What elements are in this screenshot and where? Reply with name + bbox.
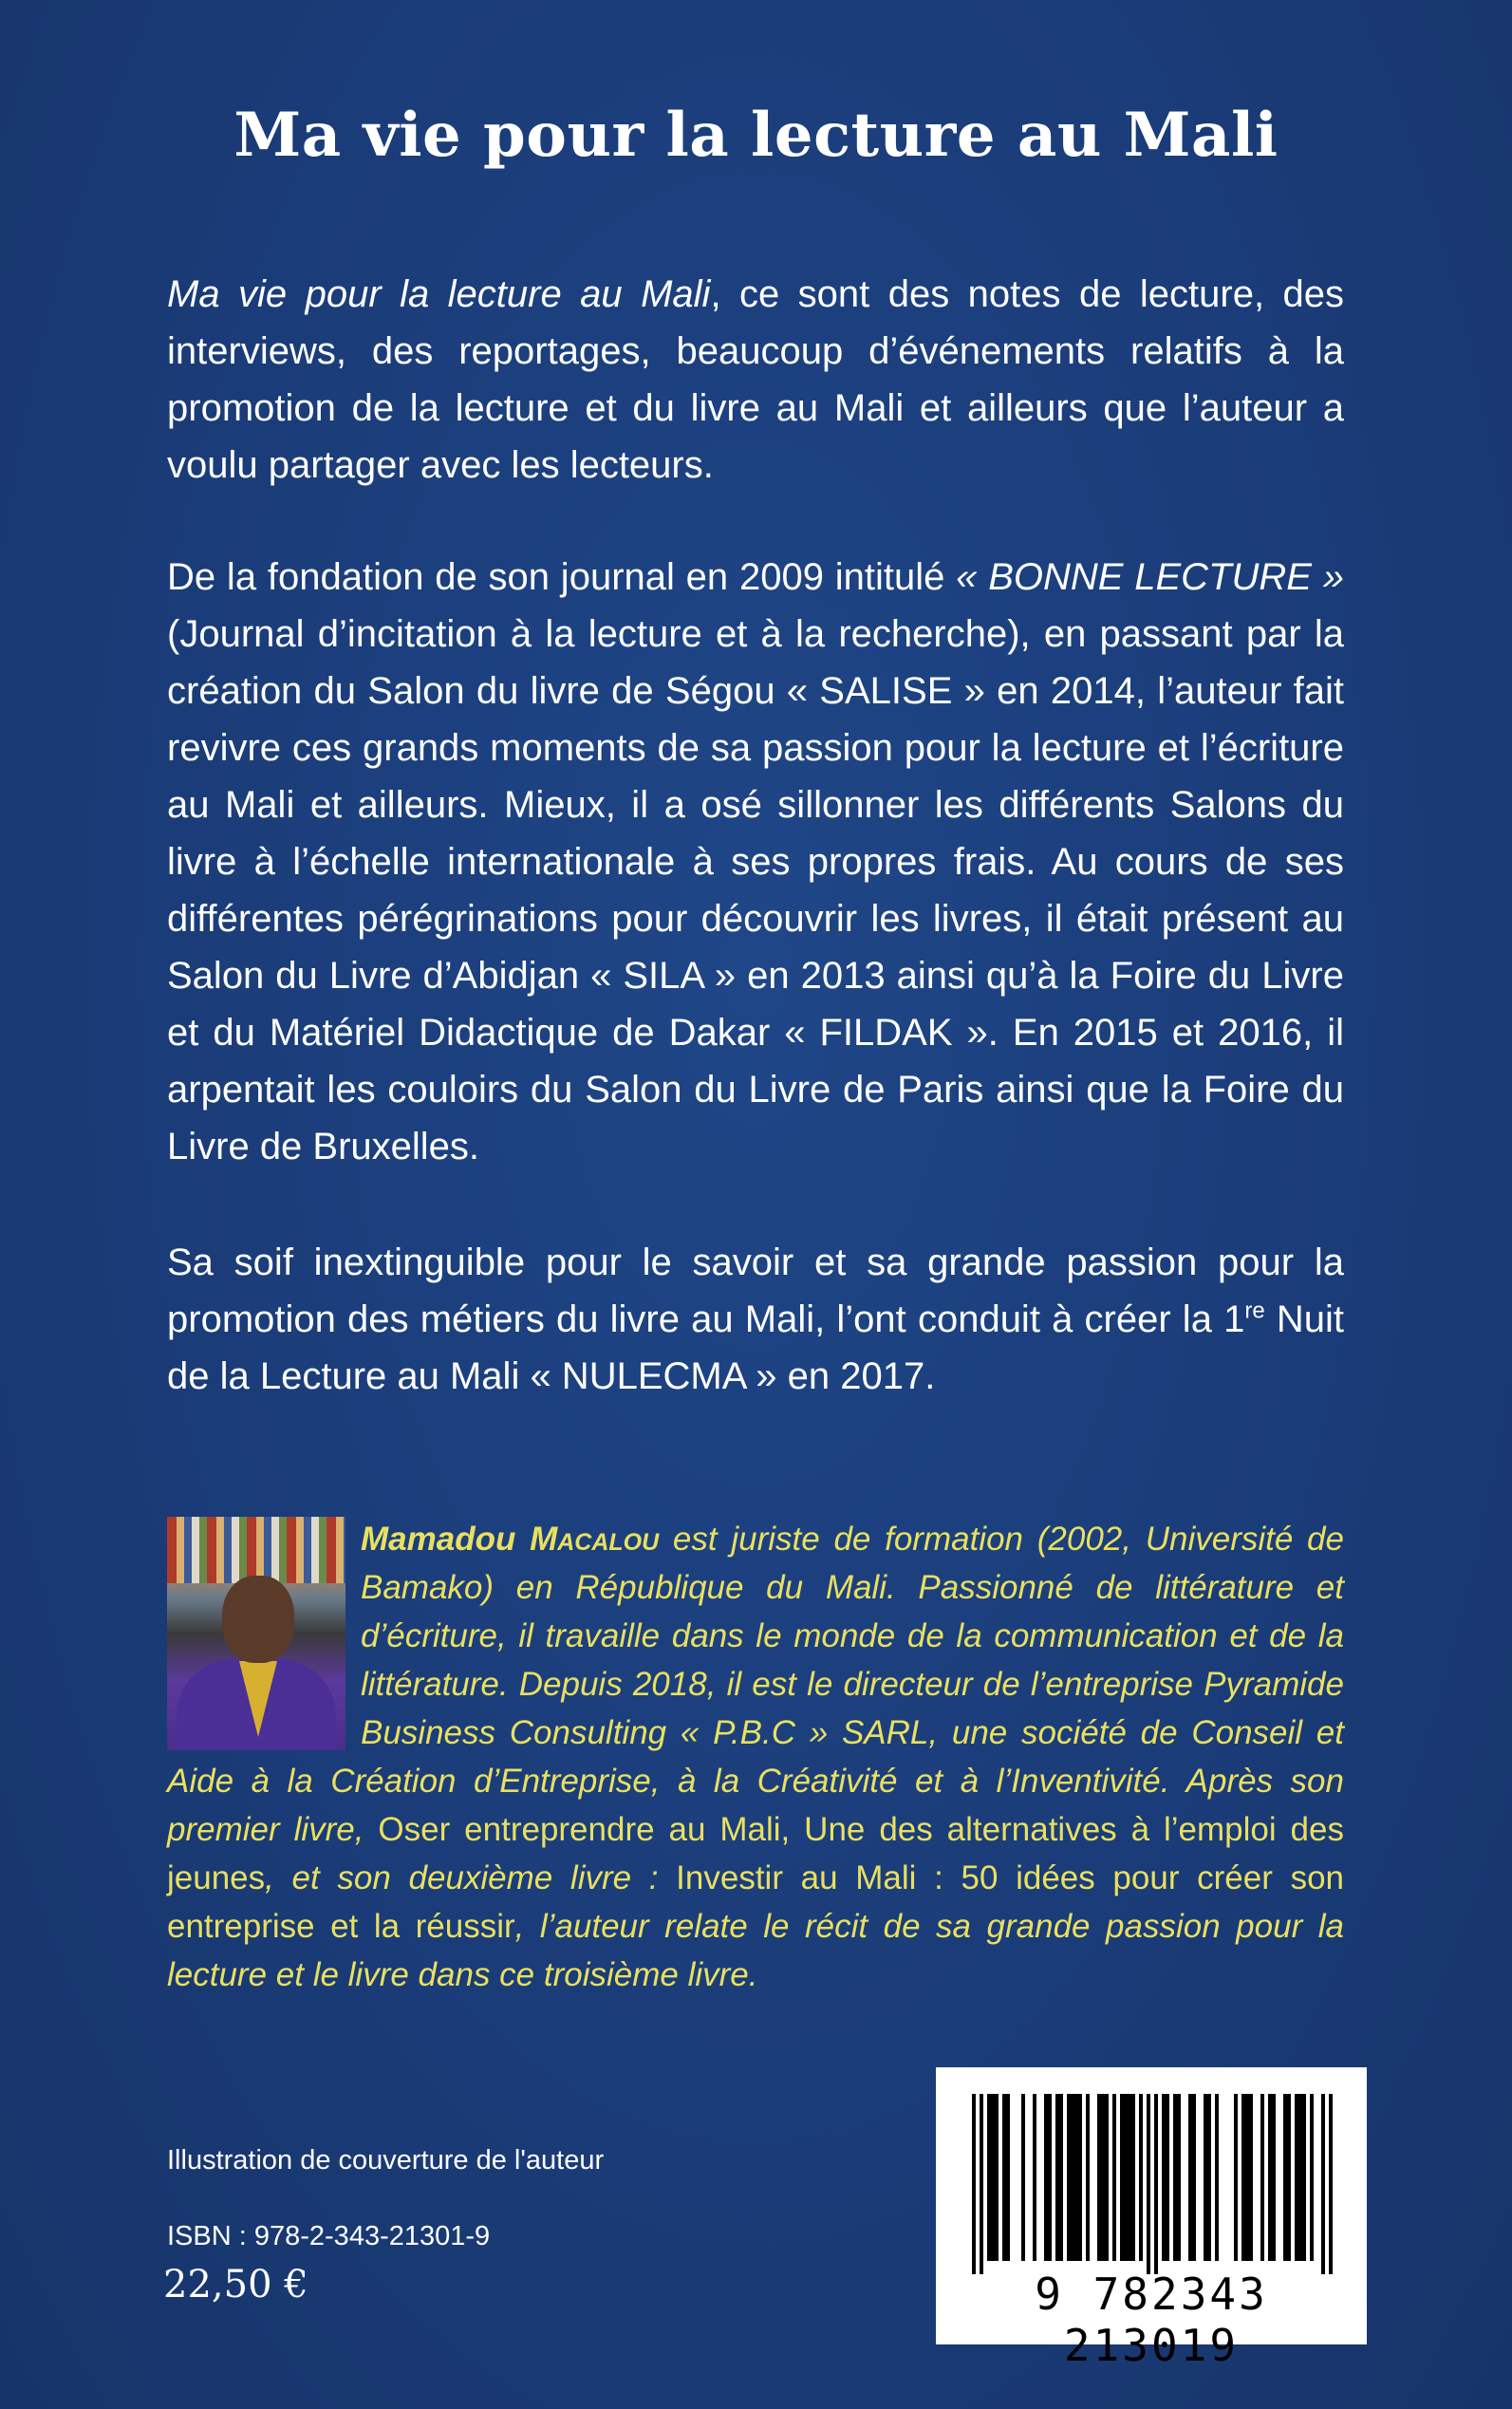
barcode-bar <box>1204 2094 1207 2261</box>
barcode-bar <box>1188 2094 1192 2261</box>
barcode-bar <box>1131 2094 1135 2261</box>
barcode-digits: 9 782343 213019 <box>1035 2269 1268 2371</box>
barcode-bar <box>1101 2094 1105 2261</box>
author-first-name: Mamadou <box>361 1521 531 1558</box>
barcode-bar <box>1154 2094 1158 2274</box>
barcode-bar <box>1298 2094 1302 2261</box>
barcode-bar <box>1086 2094 1090 2261</box>
barcode-bar <box>1215 2094 1219 2261</box>
barcode-bar <box>1272 2094 1276 2261</box>
barcode-bar <box>980 2094 983 2274</box>
barcode-bar <box>1048 2094 1052 2261</box>
author-bio <box>167 1515 1344 1999</box>
bio-text: , l’auteur relate le récit de sa grande passion pour la lecture et le livre dans ce troisième livre. <box>167 1908 1344 1993</box>
barcode-bar <box>1245 2094 1249 2261</box>
barcode-bar <box>1055 2094 1059 2261</box>
barcode-bar <box>1241 2094 1245 2261</box>
blurb-text: Nuit de la Lecture au Mali « NULECMA » en 2017. <box>167 1298 1344 1397</box>
blurb-paragraph-3 <box>167 1234 1344 1405</box>
barcode-bar <box>1321 2094 1325 2274</box>
barcode-bar <box>1071 2094 1074 2261</box>
barcode-bar <box>1120 2094 1124 2261</box>
barcode-bar <box>1310 2094 1314 2261</box>
barcode-bar <box>1177 2094 1181 2261</box>
barcode-bar <box>1329 2094 1333 2274</box>
barcode-bar <box>1162 2094 1166 2261</box>
blurb-paragraph-2 <box>167 549 1344 1175</box>
barcode-bar <box>1021 2094 1025 2261</box>
barcode-bar <box>995 2094 999 2261</box>
bio-text: , et son deuxième livre : <box>265 1859 677 1896</box>
book-title: Ma vie pour la lecture au Mali <box>233 100 1279 171</box>
blurb-text: , ce sont des notes de lecture, des interviews, des reportages, beaucoup d’événements relatifs à la promotion de la lecture et du livre au Mali et ailleurs que l’auteur a voulu partager avec les lecteurs. <box>167 273 1344 486</box>
barcode-bar <box>1074 2094 1078 2261</box>
barcode-bar <box>1002 2094 1006 2261</box>
cover-illustration-credit: Illustration de couverture de l'auteur <box>167 2145 605 2176</box>
barcode-bar <box>987 2094 991 2261</box>
isbn: ISBN : 978-2-343-21301-9 <box>167 2221 491 2251</box>
barcode-bar <box>1128 2094 1131 2261</box>
superscript-re: re <box>1244 1298 1265 1324</box>
blurb-text: De la fondation de son journal en 2009 intitulé <box>167 556 957 598</box>
barcode-bars <box>962 2094 1340 2274</box>
barcode-bar <box>1006 2094 1010 2261</box>
barcode-bar <box>1078 2094 1082 2261</box>
blurb-paragraph-1 <box>167 266 1344 494</box>
barcode-bar <box>1124 2094 1128 2261</box>
barcode-bar <box>1044 2094 1048 2261</box>
barcode-bar <box>1234 2094 1238 2261</box>
blurb-text: (Journal d’incitation à la lecture et à la recherche), en passant par la création du Salon du livre de Ségou « SALISE » en 2014, l’auteur fait revivre ces grands moments de sa passion pour la lecture et l’écriture au Mali et ailleurs. Mieux, il a osé sillonner les différents Salons du livre à l’échelle internationale à ses propres frais. Au cours de ses différentes pérégrinations pour découvrir les livres, il était présent au Salon du Livre d’Abidjan « SILA » en 2013 ainsi qu’à la Foire du Livre et du Matériel Didactique de Dakar « FILDAK ». En 2015 et 2016, il arpentait les couloirs du Salon du Livre de Paris ainsi que la Foire du Livre de Bruxelles. <box>167 613 1344 1167</box>
blurb-text: Sa soif inextinguible pour le savoir et sa grande passion pour la promotion des métiers du livre au Mali, l’ont conduit à créer la 1 <box>167 1242 1344 1340</box>
barcode-bar <box>1033 2094 1036 2261</box>
barcode-bar <box>991 2094 995 2261</box>
bio-text: est juriste de formation (2002, Université de Bamako) en République du Mali. Passionné de littérature et d’écriture, il travaille dans le monde de la communication et de la littérature. Depuis 2018, il est le directeur de l’entreprise Pyramide Business Consulting « P.B.C » SARL, une société de Conseil et Aide à la Création d’Entreprise, à la Créativité et à l’Inventivité. Après son premier livre, <box>167 1521 1344 1848</box>
barcode-bar <box>1295 2094 1298 2261</box>
journal-name: « BONNE LECTURE » <box>956 556 1344 598</box>
barcode-bar <box>1173 2094 1177 2261</box>
barcode-bar <box>1249 2094 1253 2261</box>
barcode-bar <box>1147 2094 1150 2274</box>
second-book-title: Investir au Mali : 50 idées pour créer son entreprise et la réussir <box>167 1859 1344 1945</box>
barcode-bar <box>1302 2094 1306 2261</box>
first-book-title: Oser entreprendre au Mali, Une des alternatives à l’emploi des jeunes <box>167 1811 1344 1896</box>
barcode-bar <box>1059 2094 1063 2261</box>
barcode-bar <box>1192 2094 1196 2261</box>
barcode-bar <box>1260 2094 1264 2261</box>
barcode-bar <box>1283 2094 1287 2261</box>
barcode-bar <box>1268 2094 1272 2261</box>
blurb-italic-title: Ma vie pour la lecture au Mali <box>167 273 711 315</box>
barcode-bar <box>1097 2094 1101 2261</box>
barcode <box>936 2067 1367 2371</box>
price: 22,50 € <box>163 2263 308 2306</box>
barcode-bar <box>1139 2094 1143 2261</box>
barcode-bar <box>1112 2094 1116 2261</box>
barcode-bar <box>1166 2094 1169 2261</box>
barcode-bar <box>972 2094 976 2274</box>
author-last-name: Macalou <box>530 1521 660 1558</box>
barcode-bar <box>1207 2094 1211 2261</box>
barcode-bar <box>1067 2094 1071 2261</box>
barcode-bar <box>1287 2094 1291 2261</box>
barcode-bar <box>1105 2094 1109 2261</box>
